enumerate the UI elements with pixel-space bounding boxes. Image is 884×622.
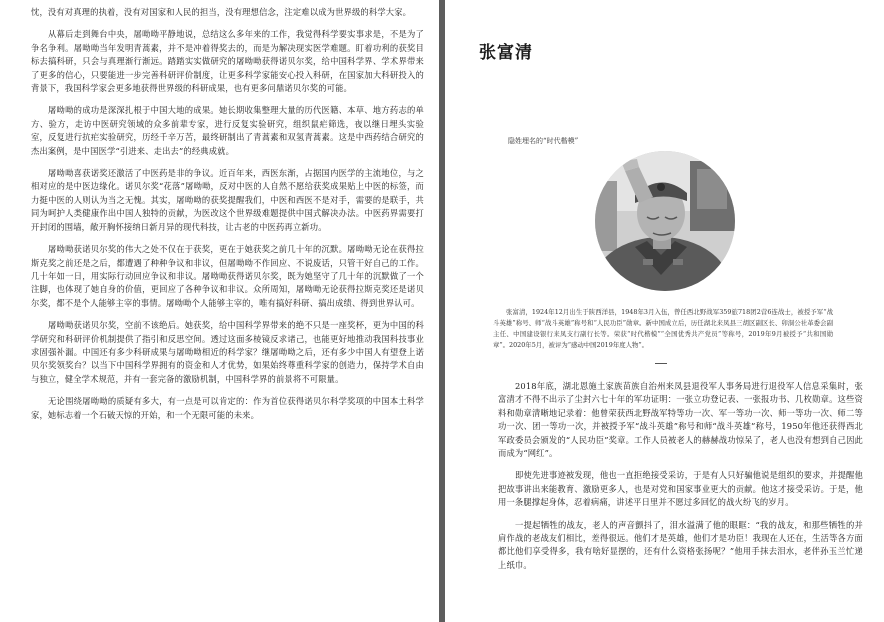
paragraph: 即使先进事迹被发现，他也一直拒绝接受采访，于是有人只好骗他说是组织的要求，并提醒他把故事讲出来能教育、激励更多人，也是对党和国家事业更大的贡献。他这才接受采访。于是，他用一条腿撑起身体，忍着病痛，讲述平日里并不愿过多回忆的战火纷飞的岁月。 [498,470,863,508]
paragraph: 无论围绕屠呦呦的质疑有多大，有一点是可以肯定的：作为首位获得诺贝尔科学奖项的中国本土科学家，她标志着一个石破天惊的开始，和一个无限可能的未来。 [31,396,424,420]
photo-caption: 张富清，1924年12月出生于陕西洋县，1948年3月入伍，曾任西北野战军359旅718团2营6连战士，被授予军“战斗英雄”称号、师“战斗英雄”称号和“人民功臣”勋章。新中国成立后，历任湖北来凤县三胡区副区长、卯洞公社革委会副主任、中国建设银行来凤支行副行长等。荣获“时代楷模”“全国优秀共产党员”等称号，2019年9月被授予“共和国勋章”。2020年5月，被评为“感动中国2019年度人物”。 [493,308,833,349]
salute-portrait-icon [595,151,735,291]
paragraph: 2018年底，湖北恩施土家族苗族自治州来凤县退役军人事务局进行退役军人信息采集时，张富清才不得不出示了尘封六七十年的军功证明：一张立功登记表、一张报功书、几枚勋章。这些资料和勋章清晰地记录着：他曾荣获西北野战军特等功一次、军一等功一次、师一等功一次、师二等功一次、团一等功一次，并被授予军“战斗英雄”称号和师“战斗英雄”称号，1950年他还获得西北军政委员会颁发的“人民功臣”奖章。工作人员被老人的赫赫战功惊呆了，老人也没有想到自己因此而成为“网红”。 [498,381,863,459]
paragraph: 屠呦呦的成功是深深扎根于中国大地的成果。她长期收集整理大量的历代医籍、本草、地方药志的单方、验方，走访中医研究领域的众多前辈专家，进行反复实验研究，组织鼠疟筛选，夜以继日埋头实验室，反复进行抗疟实验研究，历经千辛万苦，最终研制出了青蒿素和双氢青蒿素。这是中西药结合研究的杰出案例，是中国医学“引进来、走出去”的经典成就。 [31,105,424,156]
paragraph: 屠呦呦获诺贝尔奖，空前不该绝后。她获奖，给中国科学界带来的绝不只是一座奖杯，更为中国的科学研究和科研评价机制提供了指引和反思空间。透过这面多棱镜反求诸己，也能更好地推动我国科技事业求固强补漏。中国还有多少科研成果与屠呦呦相近的科学家？继屠呦呦之后，还有多少中国人有望登上诺贝尔奖领奖台？以当下中国科学界拥有的资金和人才优势，如果始终尊重科学家的创造力，保持学术自由与独立，健全学术规范，并有一套完备的激励机制，中国科学界的前景将不可限量。 [31,320,424,384]
left-page [0,0,439,622]
divider [655,363,667,364]
page-title: 张富清 [479,43,533,63]
paragraph: 屠呦呦获诺贝尔奖的伟大之处不仅在于获奖，更在于她获奖之前几十年的沉默。屠呦呦无论在获得拉斯克奖之前还是之后，都遭遇了种种争议和非议，但屠呦呦不作回应、不说废话，只管干好自己的工作。几十年如一日，用实际行动回应争议和非议。屠呦呦获得诺贝尔奖，既为她坚守了几十年的沉默做了一个注脚，也体现了她自身的价值，更回应了各种争议和非议。众所周知，屠呦呦无论获得拉斯克奖还是诺贝尔奖，都不是个人能够主宰的事情。屠呦呦个人能够主宰的，唯有搞好科研、搞出成绩、得到世界认可。 [31,244,424,308]
right-page [445,0,884,622]
photo-headline: 隐姓埋名的“时代楷模” [508,137,579,145]
paragraph: 一提起牺牲的战友，老人的声音颤抖了，泪水溢满了他的眼眶：“我的战友，和那些牺牲的并肩作战的老战友们相比，差得很远。他们才是英雄，他们才是功臣！我现在人还在，生活等各方面都比他们享受得多，我有啥好显摆的，还有什么资格张扬呢？”他用手抹去泪水，老伴孙玉兰忙递上纸巾。 [498,519,863,570]
article-body [498,380,863,581]
paragraph: 从幕后走到舞台中央，屠呦呦平静地说，总结这么多年来的工作，我觉得科学要实事求是，不是为了争名争利。屠呦呦当年发明青蒿素，并不是冲着得奖去的，而是为解决现实医学难题。盯着功利的获奖目标去搞科研，只会与真理渐行渐远。踏踏实实做研究的屠呦呦获得诺贝尔奖，给中国科学界、学术界带来了更多的信心，只要能进一步完善科研评价制度，让更多科学家能安心投入科研，在国家加大科研投入的背景下，我国科学家会更多地获得世界级的科研成果，也有更多问鼎诺贝尔奖的可能。 [31,29,424,94]
paragraph: 屠呦呦喜获诺奖还激活了中医药是非的争议。近百年来，西医东渐，占据国内医学的主流地位，与之相对应的是中医边缘化。诺贝尔奖“花落”屠呦呦，反对中医的人自然不愿给获奖成果贴上中医的标签，而力挺中医的人则认为当之无愧。其实，屠呦呦的获奖提醒我们，中医和西医不是对手，需要的是联手，共同为呵护人类健康作出中国人独特的贡献，为医改这个世界级难题提供中国式解决办法。中医药界需要打开封闭的围墙，敞开胸怀接纳日新月异的现代科技，让古老的中医药再立新功。 [31,168,424,232]
paragraph: 忱，没有对真理的执着，没有对国家和人民的担当，没有理想信念，注定难以成为世界级的科学大家。 [31,7,412,17]
